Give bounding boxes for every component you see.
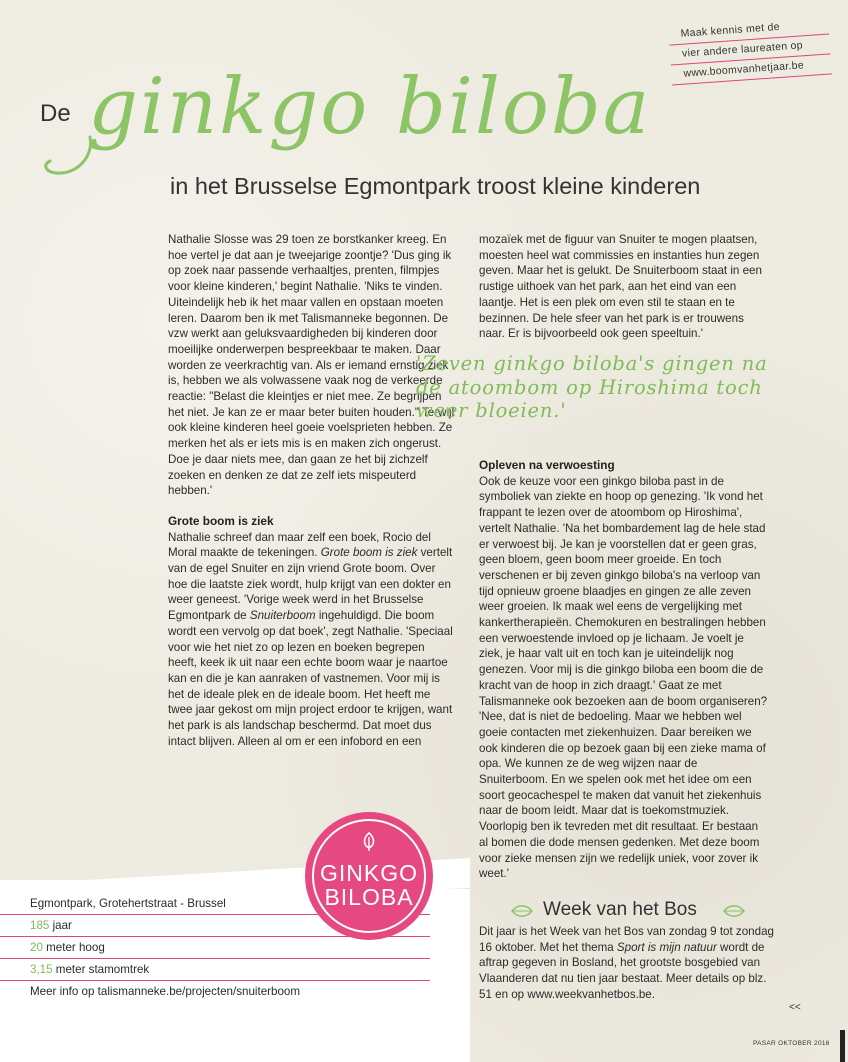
fact-trunk-value: 3,15 xyxy=(30,963,53,976)
week-theme: Sport is mijn natuur xyxy=(616,940,717,954)
fact-age-unit: jaar xyxy=(49,919,72,932)
promo-box xyxy=(668,14,832,85)
body-text: Nathalie schreef dan maar zelf een boek, Rocio del Moral maakte de tekeningen. xyxy=(168,530,431,560)
footer-bar xyxy=(840,1030,845,1062)
title-prefix: De xyxy=(40,100,71,127)
promo-line-1: Maak kennis met de xyxy=(668,14,829,45)
right-column-top xyxy=(479,232,769,342)
page-title: ginkgo biloba xyxy=(88,62,652,152)
fact-height xyxy=(0,937,430,959)
week-title: Week van het Bos xyxy=(543,899,697,920)
flourish-icon xyxy=(38,135,108,180)
page-footer: PASAR OKTOBER 2016 xyxy=(753,1040,830,1047)
right-column-bottom xyxy=(479,458,769,882)
body-paragraph-grote-boom xyxy=(168,530,456,750)
leaf-left-icon xyxy=(510,904,534,918)
fact-trunk-unit: meter stamomtrek xyxy=(52,963,150,976)
week-text-a: Dit jaar is het Week van het Bos van zondag 9 tot zondag 16 oktober. Met het thema xyxy=(479,925,774,954)
leaf-right-icon xyxy=(722,904,746,918)
body-paragraph-continued: mozaïek met de figuur van Snuiter te mogen plaatsen, moesten heel wat commissies en instanties hun zegen geven. Maar het is gelukt. De Snuiterboom staat in een rustige uithoek van het park, aan het eind van een laantje. Het is een plek om even stil te staan en te bezinnen. De hele sfeer van het park is er trouwens naar. Er is bijvoorbeeld ook geen speeltuin.' xyxy=(479,233,762,341)
week-text xyxy=(479,924,779,1003)
ginkgo-badge xyxy=(305,812,433,940)
fact-height-value: 20 xyxy=(30,941,43,954)
page-subtitle: in het Brusselse Egmontpark troost kleine kinderen xyxy=(170,173,701,199)
intro-paragraph: Nathalie Slosse was 29 toen ze borstkanker kreeg. En hoe vertel je dat aan je tweejarige zoontje? 'Dus ging ik op zoek naar passende verhaaltjes, prenten, filmpjes voor kleine kinderen,' begint Nathalie. 'Niks te vinden. Uiteindelijk heb ik het maar vallen en opstaan moeten leren. Daarom ben ik met Talismanneke begonnen. De vzw werkt aan geluksvaardigheden bij kinderen door moeilijke onderwerpen bespreekbaar te maken. Daar worden ze veerkrachtig van. Als er iemand ernstig ziek is, hebben we als volwassene vaak nog de verkeerde reactie: "Belast die kleintjes er niet mee. Ze begrijpen het niet. Je kan ze er maar beter buiten houden." Terwijl ook kleine kinderen heel goeie voelsprieten hebben. Ze merken het als er iets mis is en maken zich ongerust. Doe je daar niets mee, dan gaan ze het bij zichzelf zoeken en denken ze dat ze zelf iets mispeuterd hebben.' xyxy=(168,233,455,498)
fact-height-unit: meter hoog xyxy=(42,941,105,954)
body-text: vertelt van de egel Snuiter en zijn vriend Grote boom. Over hoe die laatste ziek wordt, hulp krijgt van een dokter en weer geneest. 'Vorige week werd in het Brusselse Egmontpark de xyxy=(168,546,453,623)
fact-location: Egmontpark, Grotehertstraat - Brussel xyxy=(0,893,430,915)
leaf-icon xyxy=(362,832,376,852)
promo-line-2: vier andere laureaten op xyxy=(669,34,830,65)
badge-line-1: GINKGO xyxy=(319,860,418,886)
body-paragraph-opleven: Ook de keuze voor een ginkgo biloba past in de symboliek van ziekte en hoop op genezing. 'Ik vond het frappant te lezen over de atoombom op Hiroshima', vertelt Nathalie. 'Na het bombardement lag de hele stad er verwoest bij. Je kan je voorstellen dat er geen gras, geen bloem, geen boom meer groeide. En toch verschenen er bij zeven ginkgo biloba's na verloop van tijd opnieuw groene blaadjes en gingen ze alle zeven weer groeien. Ik maak wel eens de vergelijking met kankertherapieën. Chemokuren en bestralingen hebben een verwoestende invloed op je lichaam. Je voelt je ziek, je haar valt uit en toch kan je uiteindelijk nog genezen. Voor mij is die ginkgo biloba een boom die de kracht van de hoop in zich draagt.' Gaat ze met Talismanneke ook bezoeken aan de boom organiseren? 'Nee, dat is niet de bedoeling. Maar we hebben wel goeie contacten met ziekenhuizen. Daar bereiken we ook kinderen die op bezoek gaan bij een zieke mama of opa. We kunnen ze de weg wijzen naar de Snuiterboom. En we spelen ook met het idee om een soort geocachespel te maken dat vanuit het ziekenhuis naar de boom leidt. Maar dat is toekomstmuziek. Voorlopig ben ik tevreden met dit resultaat. Er bestaan al bomen die dode mensen gedenken. Met deze boom voor zieke mensen zijn we redelijk uniek, voor zover ik weet.' xyxy=(479,474,768,881)
prev-page-link[interactable]: << xyxy=(789,1002,801,1013)
fact-trunk xyxy=(0,959,430,981)
promo-link[interactable]: www.boomvanhetjaar.be xyxy=(671,54,832,85)
section-heading-grote-boom: Grote boom is ziek xyxy=(168,513,274,528)
tree-name: Snuiterboom xyxy=(249,609,316,623)
section-heading-opleven: Opleven na verwoesting xyxy=(479,458,615,472)
book-title: Grote boom is ziek xyxy=(320,546,418,560)
fact-more-info[interactable]: Meer info op talismanneke.be/projecten/snuiterboom xyxy=(30,985,301,998)
pull-quote: 'Zeven ginkgo biloba's gingen na de atoombom op Hiroshima toch weer bloeien.' xyxy=(416,352,768,422)
body-text: ingehuldigd. Die boom wordt een vervolg op dat boek', zegt Nathalie. 'Speciaal voor wie het niet zo op lezen en boeken begrepen heeft, keek ik uit naar een echte boom waar je naartoe kan en die je kan aanraken of vastnemen. Voor mij is het de ideale plek en de ideale boom. Het heeft me twee jaar gekost om mijn project erdoor te krijgen, want het park is als landschap beschermd. Dat moet dus intact blijven. Alleen al om er een infobord en een xyxy=(168,609,453,748)
fact-age-value: 185 xyxy=(30,919,50,932)
left-column xyxy=(168,232,456,750)
badge-line-2: BILOBA xyxy=(324,884,414,910)
week-text-b: wordt de aftrap gegeven in Bosland, het grootste bosgebied van Vlaanderen dat nu tien jaar bestaat. Meer details op blz. 51 en op www.weekvanhetbos.be. xyxy=(479,940,767,1001)
